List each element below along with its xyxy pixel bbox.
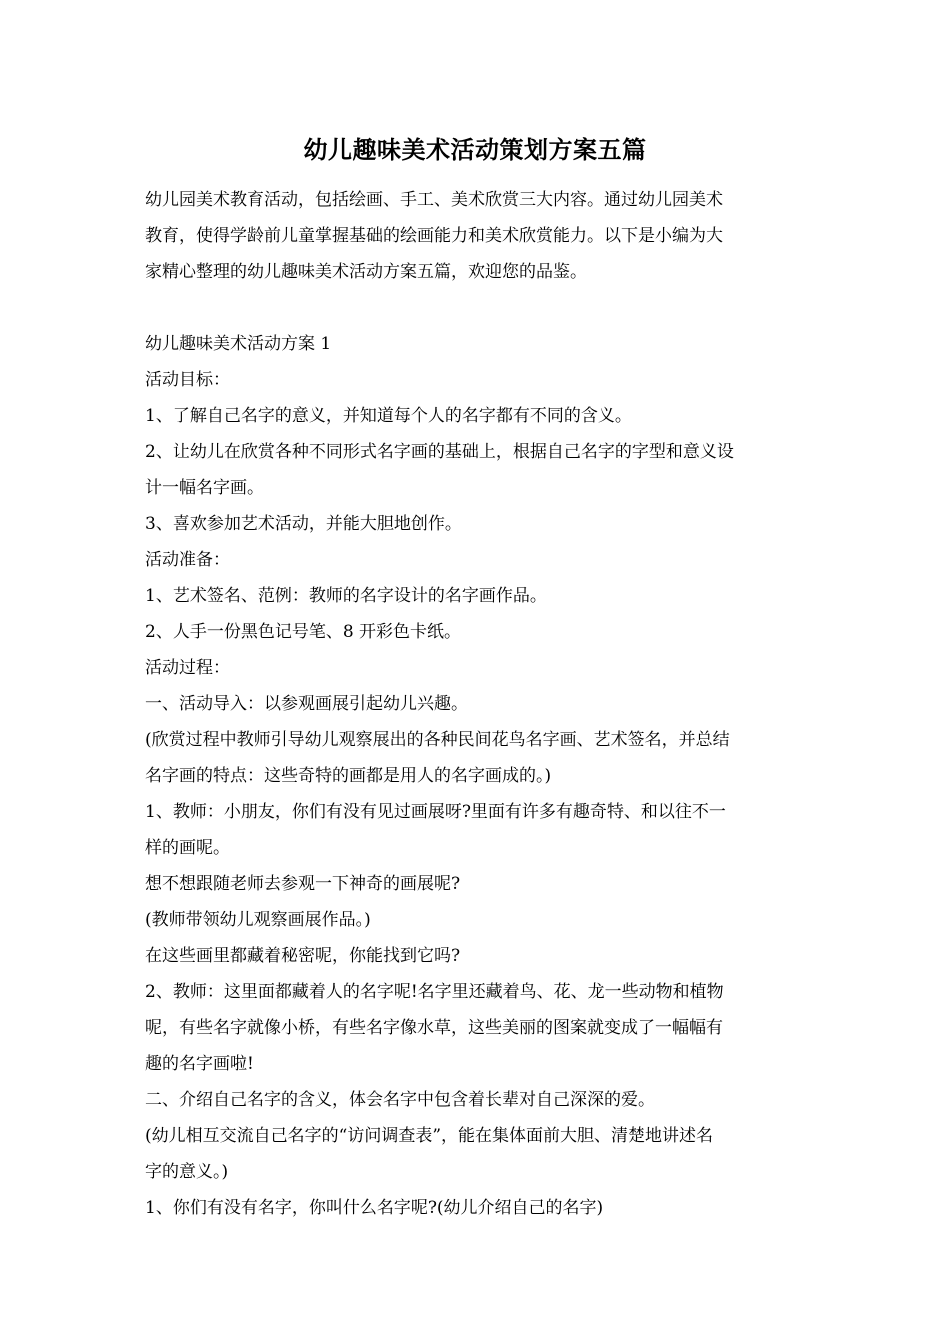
- text-line: 1、艺术签名、范例：教师的名字设计的名字画作品。: [145, 586, 547, 606]
- text-line: 1、你们有没有名字，你叫什么名字呢?(幼儿介绍自己的名字): [145, 1198, 604, 1218]
- text-line: 计一幅名字画。: [145, 478, 264, 498]
- text-line: (教师带领幼儿观察画展作品。): [145, 910, 371, 930]
- paragraph-gap: [145, 290, 805, 326]
- document-title: 幼儿趣味美术活动策划方案五篇: [303, 135, 647, 164]
- text-line: 二、介绍自己名字的含义，体会名字中包含着长辈对自己深深的爱。: [145, 1090, 655, 1110]
- section-heading: 幼儿趣味美术活动方案 1: [145, 334, 332, 354]
- text-line: 2、人手一份黑色记号笔、8 开彩色卡纸。: [145, 622, 462, 642]
- text-line: 呢，有些名字就像小桥，有些名字像水草，这些美丽的图案就变成了一幅幅有: [145, 1018, 723, 1038]
- intro-line: 幼儿园美术教育活动，包括绘画、手工、美术欣赏三大内容。通过幼儿园美术: [145, 190, 723, 210]
- text-line: 3、喜欢参加艺术活动，并能大胆地创作。: [145, 514, 462, 534]
- subheading-goals: 活动目标：: [145, 370, 230, 390]
- document-body: [145, 182, 805, 1226]
- text-line: 1、了解自己名字的意义，并知道每个人的名字都有不同的含义。: [145, 406, 632, 426]
- text-line: 一、活动导入：以参观画展引起幼儿兴趣。: [145, 694, 468, 714]
- text-line: (幼儿相互交流自己名字的“访问调查表”，能在集体面前大胆、清楚地讲述名: [145, 1126, 714, 1146]
- text-line: 想不想跟随老师去参观一下神奇的画展呢?: [145, 874, 461, 894]
- intro-line: 教育，使得学龄前儿童掌握基础的绘画能力和美术欣赏能力。以下是小编为大: [145, 226, 723, 246]
- text-line: 字的意义。): [145, 1162, 229, 1182]
- text-line: 2、教师：这里面都藏着人的名字呢!名字里还藏着鸟、花、龙一些动物和植物: [145, 982, 724, 1002]
- text-line: 名字画的特点：这些奇特的画都是用人的名字画成的。): [145, 766, 552, 786]
- text-line: (欣赏过程中教师引导幼儿观察展出的各种民间花鸟名字画、艺术签名，并总结: [145, 730, 730, 750]
- subheading-process: 活动过程：: [145, 658, 230, 678]
- text-line: 样的画呢。: [145, 838, 230, 858]
- text-line: 在这些画里都藏着秘密呢，你能找到它吗?: [145, 946, 461, 966]
- text-line: 趣的名字画啦!: [145, 1054, 254, 1074]
- text-line: 1、教师：小朋友，你们有没有见过画展呀?里面有许多有趣奇特、和以往不一: [145, 802, 726, 822]
- intro-line: 家精心整理的幼儿趣味美术活动方案五篇，欢迎您的品鉴。: [145, 262, 587, 282]
- subheading-preparation: 活动准备：: [145, 550, 230, 570]
- text-line: 2、让幼儿在欣赏各种不同形式名字画的基础上，根据自己名字的字型和意义设: [145, 442, 734, 462]
